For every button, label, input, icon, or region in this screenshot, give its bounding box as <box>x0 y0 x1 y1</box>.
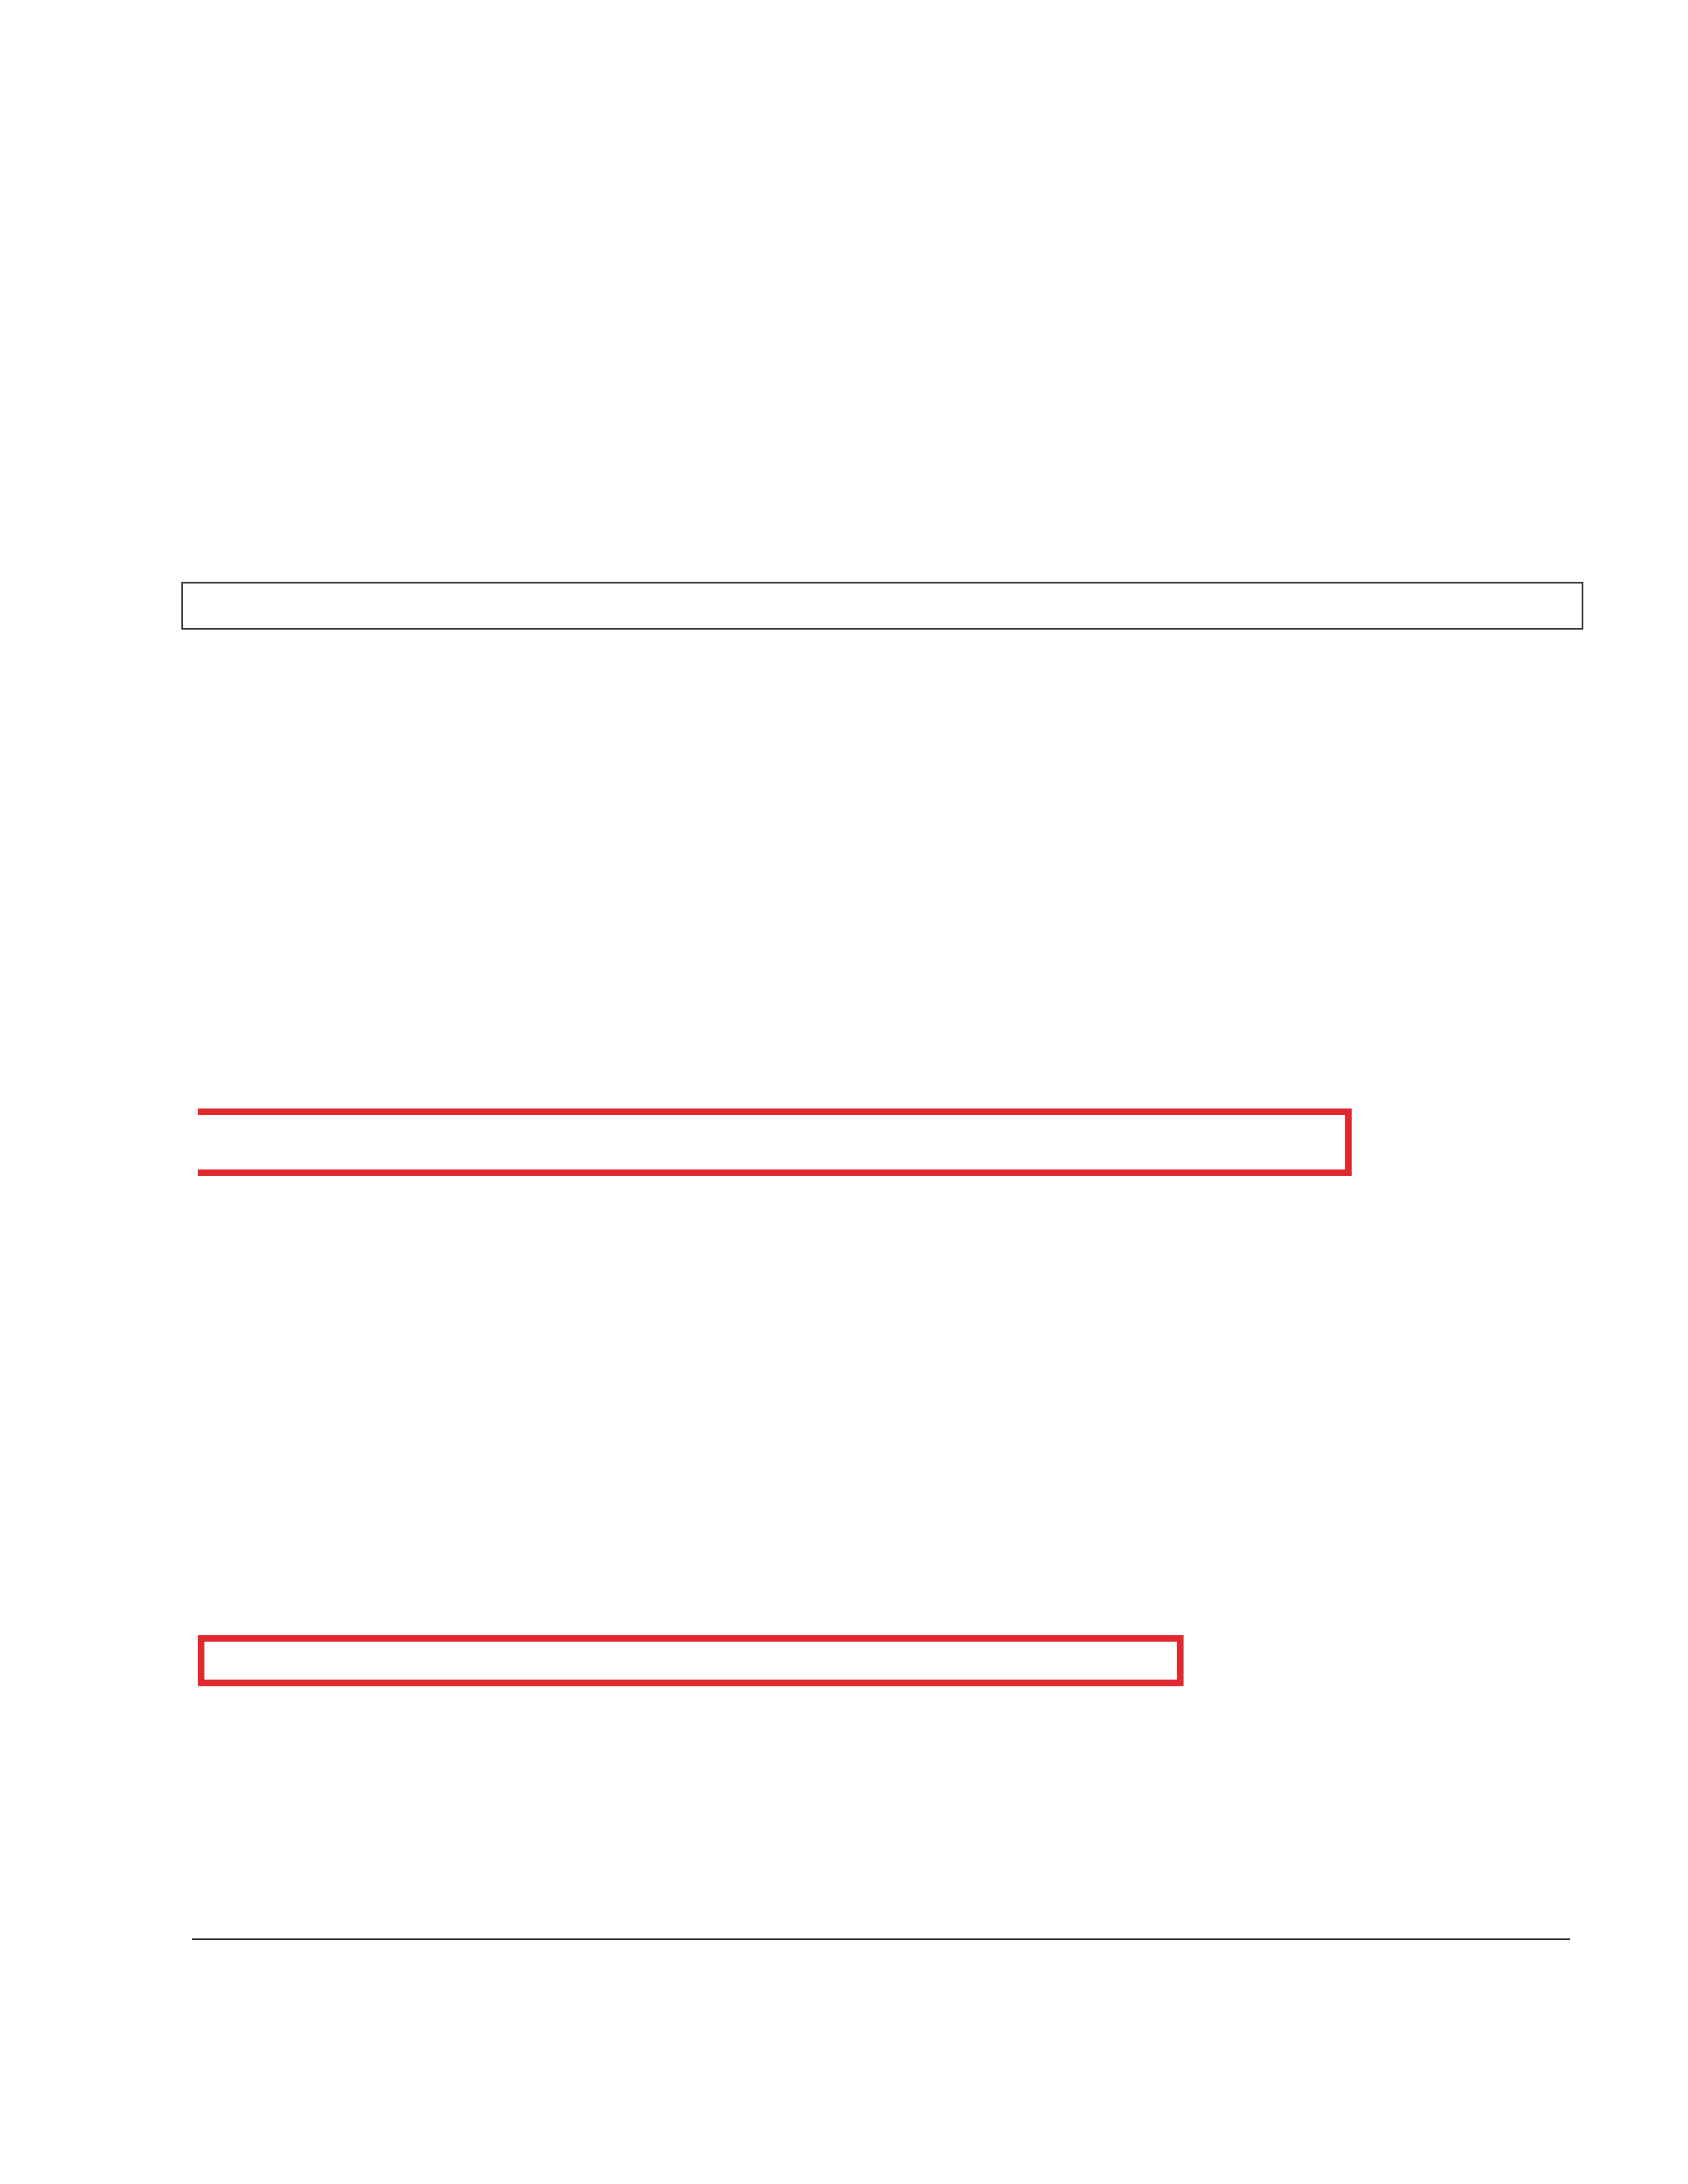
compiler-warning-box <box>181 582 1583 630</box>
security-cookie-highlight <box>198 1108 1352 1176</box>
footer-divider <box>192 1938 1570 1940</box>
rtc-checkesp-highlight <box>198 1635 1184 1686</box>
